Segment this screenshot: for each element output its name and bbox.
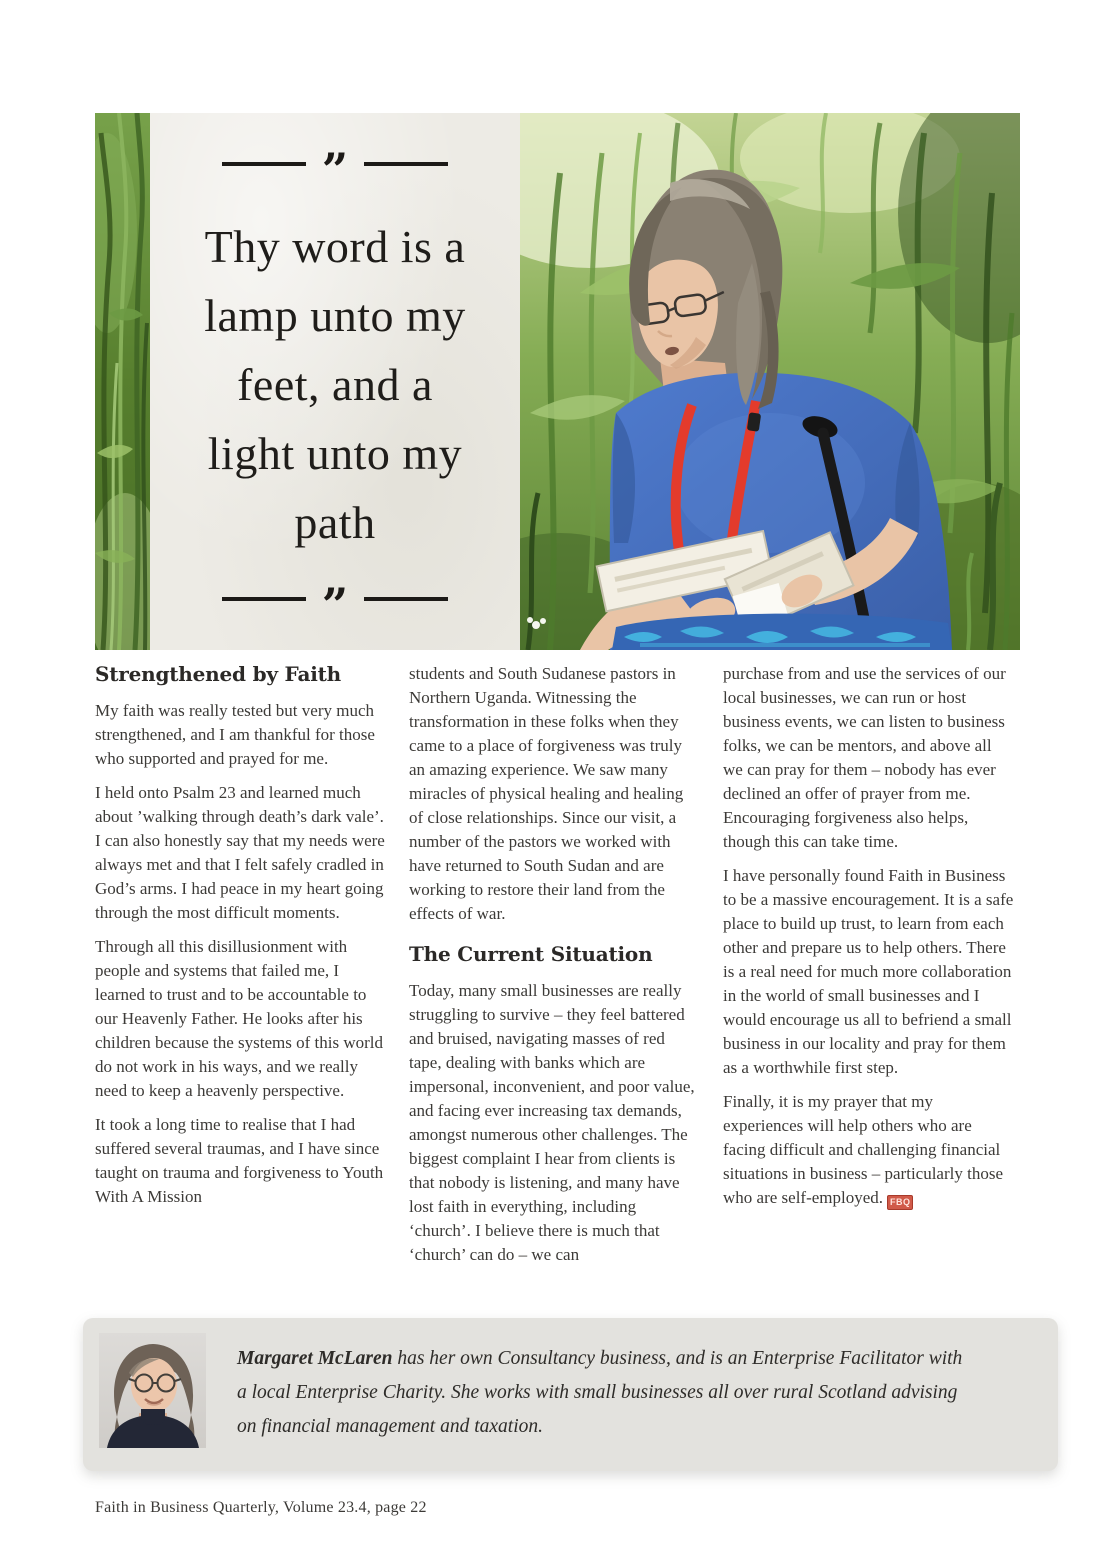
article-column-3 <box>723 662 1014 1277</box>
article-paragraph: Through all this disillusionment with people and systems that failed me, I learned to trust and to be accountable to our Heavenly Father. He looks after his children because the systems of this world do not work in his ways, and we really need to keep a heavenly perspective. <box>95 937 383 1100</box>
article-paragraph: I held onto Psalm 23 and learned much about ’walking through death’s dark vale’. I can also honestly say that my needs were always met and that I felt safely cradled in God’s arms. I had peace in my heart going through the most difficult moments. <box>95 783 385 922</box>
article-paragraph: Today, many small businesses are really struggling to survive – they feel battered and bruised, navigating masses of red tape, dealing with banks which are impersonal, inconvenient, and poor value, and facing ever increasing tax demands, amongst numerous other challenges. The biggest complaint I hear from clients is that nobody is listening, and many have lost faith in everything, including ‘church’. I believe there is much that ‘church’ can do – we can <box>409 981 695 1264</box>
quote-line: feet, and a <box>237 359 433 410</box>
rule-line <box>364 162 448 166</box>
quote-decoration-bottom: ” <box>222 577 448 621</box>
article-paragraph: I have personally found Faith in Business to be a massive encouragement. It is a safe place to build up trust, to learn from each other and prepare us to help others. There is a real need for much more collaboration in the world of small businesses and I would encourage us all to befriend a small business in our locality and pray for them as a worthwhile first step. <box>723 866 1014 1077</box>
quote-decoration-top: ” <box>222 142 448 186</box>
author-portrait <box>99 1333 206 1448</box>
article-paragraph: It took a long time to realise that I had suffered several traumas, and I have since taught on trauma and forgiveness to Youth With A Mission <box>95 1115 384 1206</box>
section-heading: The Current Situation <box>409 942 653 966</box>
author-bio-box <box>83 1318 1058 1471</box>
author-bio-text <box>237 1342 967 1444</box>
paragraph-text: Finally, it is my prayer that my experiences will help others who are facing difficult and challenging financial situations in business – particularly those who are self-employed. <box>723 1092 1003 1207</box>
article-column-2 <box>409 662 700 1277</box>
pull-quote-text <box>204 212 466 557</box>
quote-line: light unto my <box>207 428 463 479</box>
woman-reading-illustration <box>520 113 1020 650</box>
quote-line: Thy word is a <box>204 221 466 272</box>
fbq-end-mark: FBQ <box>887 1195 913 1210</box>
article-column-1 <box>95 662 386 1277</box>
rule-line <box>364 597 448 601</box>
field-photo <box>520 113 1020 650</box>
article-paragraph: students and South Sudanese pastors in Northern Uganda. Witnessing the transformation in these folks when they came to a place of forgiveness was truly an amazing experience. We saw many miracles of physical healing and healing of close relationships. Since our visit, a number of the pastors we worked with have returned to South Sudan and are working to restore their land from the effects of war. <box>409 664 684 923</box>
hero-section <box>95 113 1020 650</box>
article-paragraph: purchase from and use the services of our local businesses, we can run or host business events, we can listen to business folks, we can be mentors, and above all we can pray for them – nobody has ever declined an offer of prayer from me. Encouraging forgiveness also helps, though this can take time. <box>723 664 1006 851</box>
page-footer: Faith in Business Quarterly, Volume 23.4, page 22 <box>95 1499 427 1516</box>
grass-strip-illustration <box>95 113 150 650</box>
author-name: Margaret McLaren <box>237 1348 393 1369</box>
quote-line: lamp unto my <box>204 290 466 341</box>
section-heading: Strengthened by Faith <box>95 662 341 686</box>
quote-line: path <box>294 497 376 548</box>
pull-quote-panel <box>150 113 520 650</box>
article-paragraph: My faith was really tested but very much strengthened, and I am thankful for those who supported and prayed for me. <box>95 701 375 768</box>
rule-line <box>222 162 306 166</box>
article-body <box>95 662 1015 1277</box>
grass-strip-photo <box>95 113 150 650</box>
rule-line <box>222 597 306 601</box>
author-portrait-illustration <box>99 1333 206 1448</box>
article-paragraph <box>723 1090 1014 1210</box>
author-bio-rest: has her own Consultancy business, and is an Enterprise Facilitator with a local Enterprise Charity. She works with small businesses all over rural Scotland advising on financial management and taxation. <box>237 1348 963 1437</box>
